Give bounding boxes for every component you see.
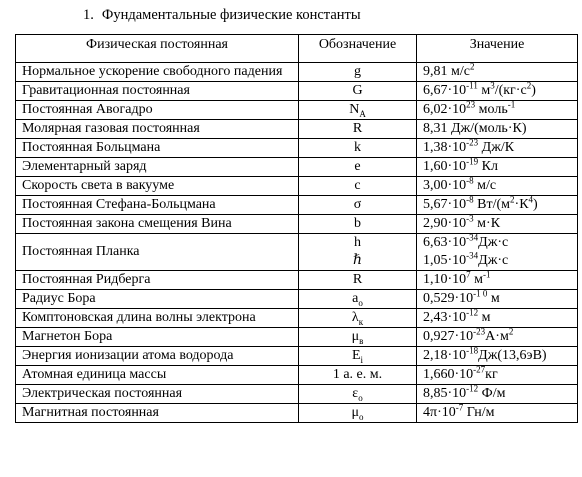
table-row xyxy=(16,234,578,271)
table-header-row xyxy=(16,35,578,63)
constant-name: Постоянная Больцмана xyxy=(16,139,299,158)
constant-symbol: $\varepsilon_o$ xyxy=(299,385,417,404)
constant-value: $6,67\cdot 10^{-11}$ $м^3/(кг\cdot с^2)$ xyxy=(417,82,578,101)
constant-name: Скорость света в вакууме xyxy=(16,177,299,196)
constant-value: $4\pi\cdot 10^{-7}$ Гн/м xyxy=(417,404,578,423)
section-number: 1. xyxy=(83,7,94,23)
table-row xyxy=(16,177,578,196)
constant-value: $8,85\cdot 10^{-12}$ Ф/м xyxy=(417,385,578,404)
constant-value: $6,63\cdot 10^{-34}Дж\cdot с$ $1,05\cdot 10^{-34}Дж\cdot с$ xyxy=(417,234,578,271)
constant-value: $1,38\cdot 10^{-23}$ Дж/К xyxy=(417,139,578,158)
table-row xyxy=(16,82,578,101)
constant-symbol: $N_A$ xyxy=(299,101,417,120)
table-row xyxy=(16,366,578,385)
constant-symbol: e xyxy=(299,158,417,177)
constant-value: $2,90\cdot 10^{-3}$ м·К xyxy=(417,215,578,234)
constant-symbol: G xyxy=(299,82,417,101)
constant-name: Магнетон Бора xyxy=(16,328,299,347)
constant-name: Постоянная Ридберга xyxy=(16,271,299,290)
table-row xyxy=(16,101,578,120)
constant-value: $3,00\cdot 10^{-8}$ м/с xyxy=(417,177,578,196)
constant-name: Постоянная Стефана-Больцмана xyxy=(16,196,299,215)
column-header-symbol: Обозначение xyxy=(299,35,417,63)
constant-value: $2,43\cdot 10^{-12}$ м xyxy=(417,309,578,328)
constant-name: Нормальное ускорение свободного падения xyxy=(16,63,299,82)
constant-name: Молярная газовая постоянная xyxy=(16,120,299,139)
constant-symbol: $a_o$ xyxy=(299,290,417,309)
table-row xyxy=(16,63,578,82)
table-row xyxy=(16,271,578,290)
table-row xyxy=(16,196,578,215)
constant-value: 9,81 $м/с^2$ xyxy=(417,63,578,82)
constant-symbol: b xyxy=(299,215,417,234)
column-header-value: Значение xyxy=(417,35,578,63)
constant-name: Элементарный заряд xyxy=(16,158,299,177)
constant-name: Постоянная Планка xyxy=(16,234,299,271)
constant-symbol: $\mu_o$ xyxy=(299,404,417,423)
table-row xyxy=(16,347,578,366)
constant-symbol: $\lambda_к$ xyxy=(299,309,417,328)
constant-symbol: 1 а. е. м. xyxy=(299,366,417,385)
constant-name: Электрическая постоянная xyxy=(16,385,299,404)
column-header-name: Физическая постоянная xyxy=(16,35,299,63)
constant-symbol: h ℏ xyxy=(299,234,417,271)
constant-name: Комптоновская длина волны электрона xyxy=(16,309,299,328)
constant-value: 8,31 Дж/(моль·К) xyxy=(417,120,578,139)
constant-name: Постоянная закона смещения Вина xyxy=(16,215,299,234)
table-row xyxy=(16,158,578,177)
table-row xyxy=(16,404,578,423)
constant-value: $5,67\cdot 10^{-8}$ $Вт/(м^2\cdot К^4)$ xyxy=(417,196,578,215)
constant-symbol: $\mu_в$ xyxy=(299,328,417,347)
constant-value: $1,10\cdot 10^7$ $м^{-1}$ xyxy=(417,271,578,290)
table-body xyxy=(16,63,578,423)
table-row xyxy=(16,120,578,139)
constant-name: Радиус Бора xyxy=(16,290,299,309)
section-title: Фундаментальные физические константы xyxy=(101,7,361,23)
constant-value: $0,529\cdot 10^{-1 0}$ м xyxy=(417,290,578,309)
constant-name: Атомная единица массы xyxy=(16,366,299,385)
constant-symbol: $E_i$ xyxy=(299,347,417,366)
table-row xyxy=(16,309,578,328)
constant-symbol: R xyxy=(299,271,417,290)
constant-name: Постоянная Авогадро xyxy=(16,101,299,120)
constant-name: Магнитная постоянная xyxy=(16,404,299,423)
table-row xyxy=(16,328,578,347)
constant-name: Энергия ионизации атома водорода xyxy=(16,347,299,366)
constant-symbol: c xyxy=(299,177,417,196)
constant-value: $1,660\cdot 10^{-27}кг$ xyxy=(417,366,578,385)
constant-value: $0,927\cdot 10^{-23}А\cdot м^2$ xyxy=(417,328,578,347)
constant-symbol: R xyxy=(299,120,417,139)
table-row xyxy=(16,290,578,309)
table-row xyxy=(16,215,578,234)
table-row xyxy=(16,385,578,404)
constant-name: Гравитационная постоянная xyxy=(16,82,299,101)
constants-table xyxy=(15,34,578,423)
table-row xyxy=(16,139,578,158)
constant-symbol: g xyxy=(299,63,417,82)
constant-value: $6,02\cdot 10^{23}$ моль$^{-1}$ xyxy=(417,101,578,120)
constant-symbol: σ xyxy=(299,196,417,215)
constant-value: $2,18\cdot 10^{-18}Дж(13,6эВ)$ xyxy=(417,347,578,366)
section-heading xyxy=(83,6,361,24)
constant-symbol: k xyxy=(299,139,417,158)
constant-value: $1,60\cdot 10^{-19}$ Кл xyxy=(417,158,578,177)
